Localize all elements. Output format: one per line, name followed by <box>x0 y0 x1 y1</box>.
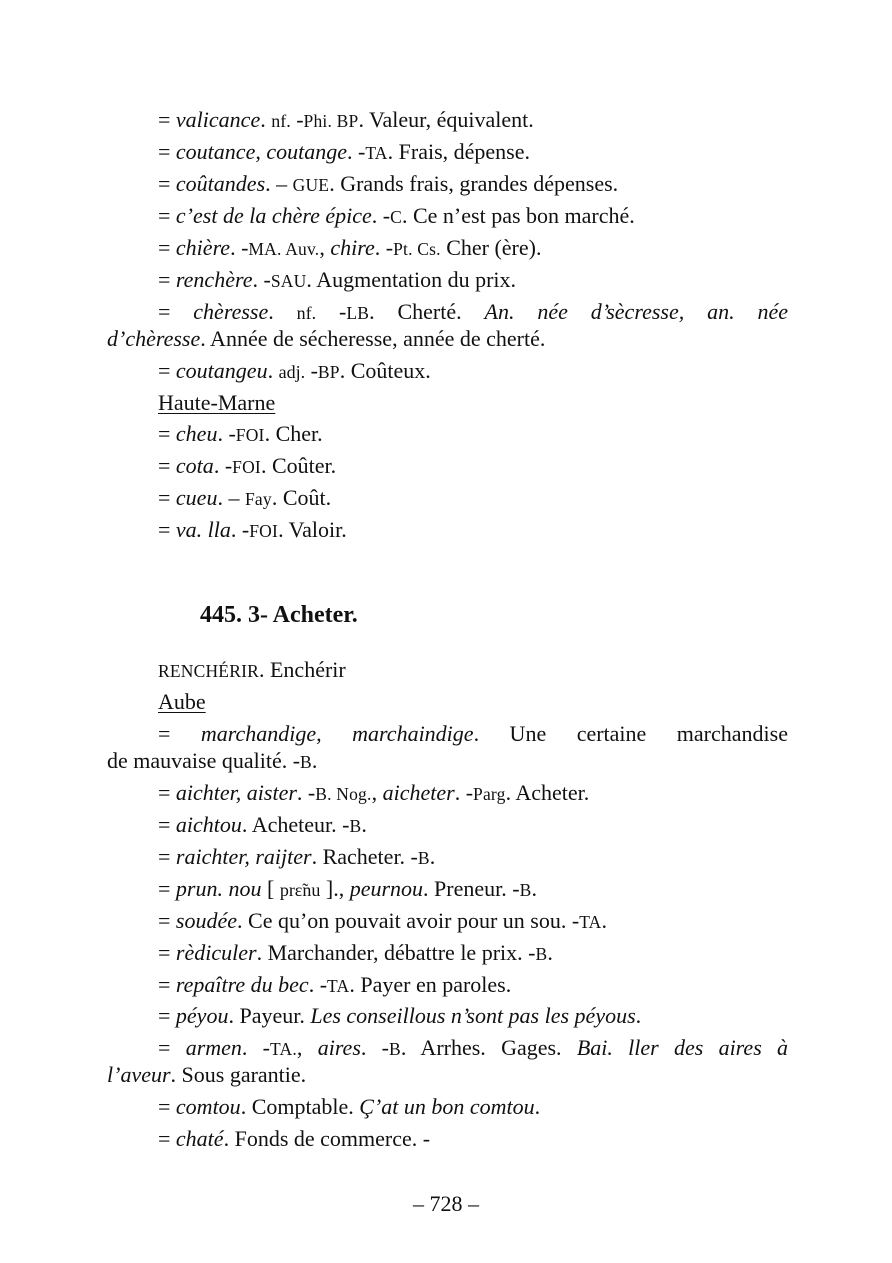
entry-prunnou: = prun. nou [ prɛ̃nu ]., peurnou. Preneur. -B. <box>158 876 537 901</box>
entry-coutance: = coutance, coutange. -TA. Frais, dépense. <box>158 139 530 164</box>
page-number: – 728 – <box>413 1191 479 1216</box>
entry-cheresse: = chèresse. nf. -LB. Cherté. An. née d’sècresse, an. née <box>158 299 789 324</box>
entry-chate: = chaté. Fonds de commerce. - <box>158 1126 431 1151</box>
entry-comtou: = comtou. Comptable. Ç’at un bon comtou. <box>158 1094 541 1119</box>
entry-cheu: = cheu. -FOI. Cher. <box>158 421 323 446</box>
entry-chere-epice: = c’est de la chère épice. -C. Ce n’est pas bon marché. <box>158 203 635 228</box>
entry-soudee: = soudée. Ce qu’on pouvait avoir pour un sou. -TA. <box>158 908 608 933</box>
entry-renchere: = renchère. -SAU. Augmentation du prix. <box>158 267 517 292</box>
entry-armen-cont: l’aveur. Sous garantie. <box>107 1062 307 1087</box>
entry-repaitre: = repaître du bec. -TA. Payer en paroles. <box>158 972 512 997</box>
entry-marchandige-cont: de mauvaise qualité. -B. <box>107 748 318 773</box>
entry-marchandige: = marchandige, marchaindige. Une certaine marchandise <box>158 721 788 746</box>
entry-cota: = cota. -FOI. Coûter. <box>158 453 337 478</box>
entry-aichter: = aichter, aister. -B. Nog., aicheter. -Parg. Acheter. <box>158 780 590 805</box>
entry-cueu: = cueu. – Fay. Coût. <box>158 485 332 510</box>
section-heading: 445. 3- Acheter. <box>200 602 358 628</box>
region-heading-haute-marne: Haute-Marne <box>158 390 276 415</box>
entry-chiere: = chière. -MA. Auv., chire. -Pt. Cs. Cher (ère). <box>158 235 542 260</box>
entry-coutandes: = coûtandes. – GUE. Grands frais, grandes dépenses. <box>158 171 619 196</box>
entry-peyou: = péyou. Payeur. Les conseillous n’sont pas les péyous. <box>158 1003 642 1028</box>
entry-valicance: = valicance. nf. -Phi. BP. Valeur, équivalent. <box>158 107 534 132</box>
entry-rediculer: = rèdiculer. Marchander, débattre le prix. -B. <box>158 940 553 965</box>
entry-coutangeu: = coutangeu. adj. -BP. Coûteux. <box>158 358 431 383</box>
entry-armen: = armen. -TA., aires. -B. Arrhes. Gages. Bai. ller des aires à <box>158 1035 789 1060</box>
entry-valla: = va. lla. -FOI. Valoir. <box>158 517 347 542</box>
region-heading-aube: Aube <box>158 689 206 714</box>
entry-raichter: = raichter, raijter. Racheter. -B. <box>158 844 436 869</box>
entry-aichtou: = aichtou. Acheteur. -B. <box>158 812 367 837</box>
entry-cheresse-cont: d’chèresse. Année de sécheresse, année de cherté. <box>107 326 546 351</box>
entry-rencherir: RENCHÉRIR. Enchérir <box>158 657 346 682</box>
